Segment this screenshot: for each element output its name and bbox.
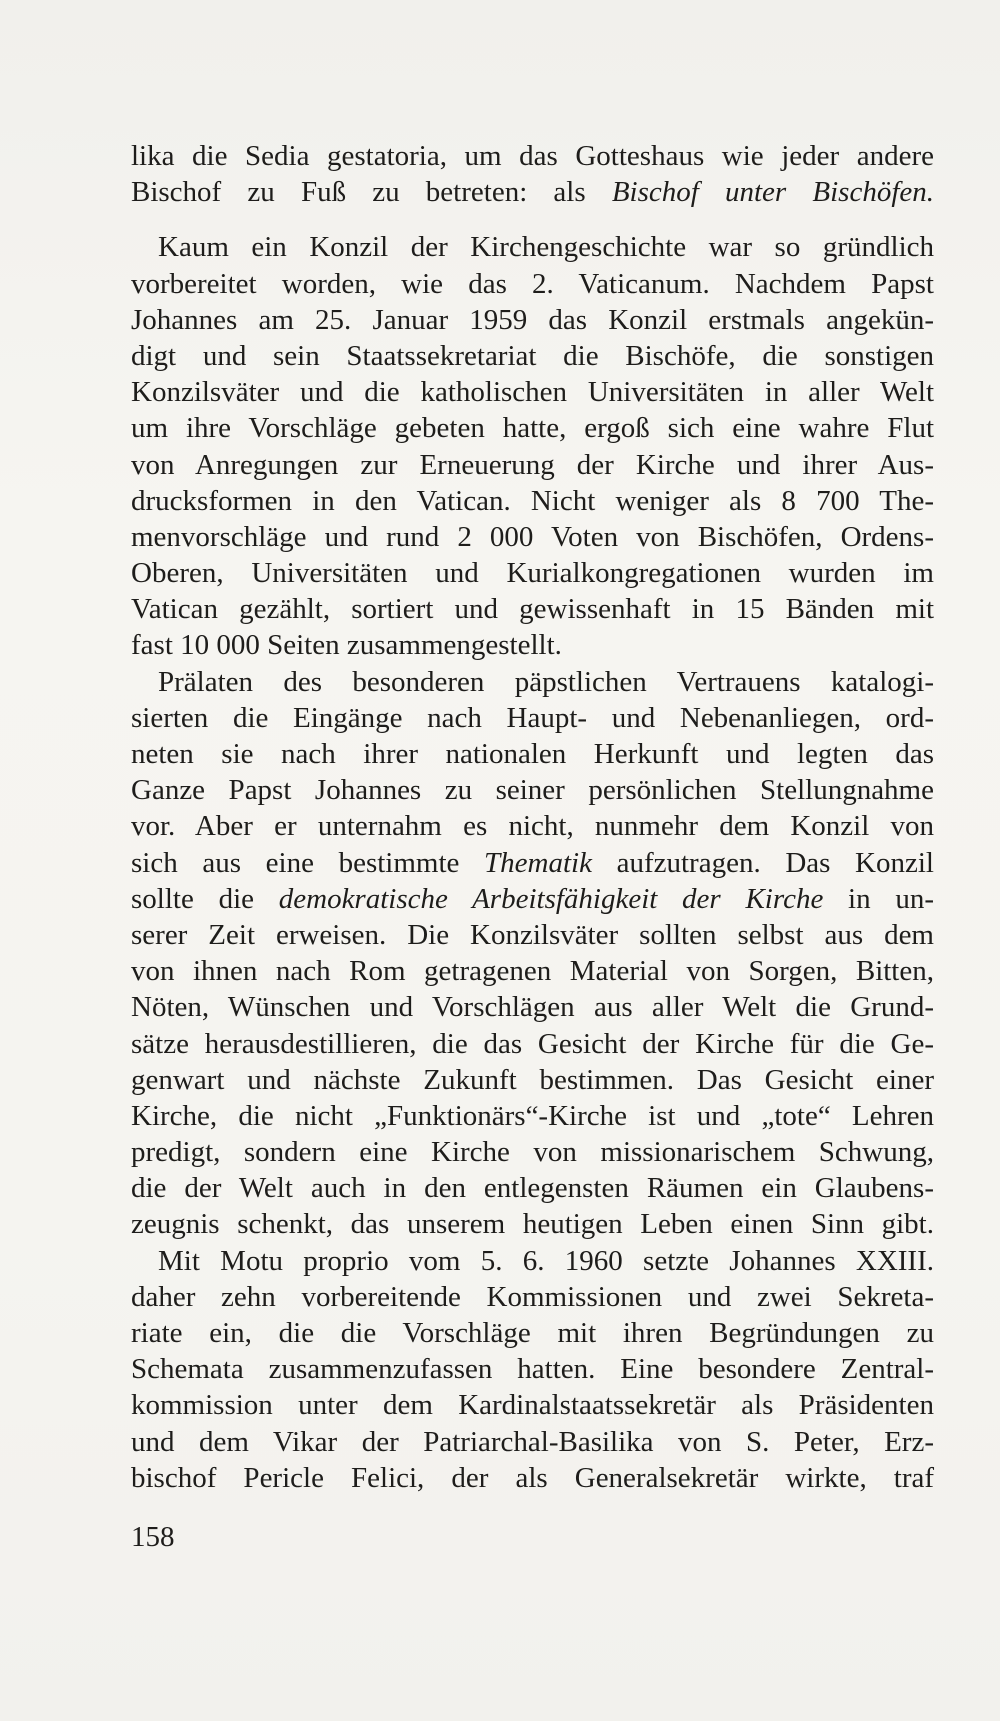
text-run: lika die Sedia gestatoria, um das Gotteshaus wie jeder andere xyxy=(131,140,934,172)
text-line xyxy=(131,845,934,881)
text-run: Oberen, Universitäten und Kurialkongregationen wurden im xyxy=(131,557,934,590)
text-line xyxy=(131,953,934,989)
text-line xyxy=(131,174,934,210)
text-run: vorbereitet worden, wie das 2. Vaticanum. Nachdem Papst xyxy=(131,267,934,300)
text-line xyxy=(131,591,934,627)
text-line xyxy=(131,338,934,374)
text-line xyxy=(131,700,934,736)
text-run: Kaum ein Konzil der Kirchengeschichte war so gründlich xyxy=(158,231,934,264)
text-line xyxy=(131,917,934,953)
text-run: serer Zeit erweisen. Die Konzilsväter sollten selbst aus dem xyxy=(131,918,934,951)
text-line xyxy=(131,1206,934,1242)
text-run: neten sie nach ihrer nationalen Herkunft und legten das xyxy=(131,738,934,770)
text-run: bischof Pericle Felici, der als Generalsekretär wirkte, traf xyxy=(131,1461,934,1494)
text-run: menvorschläge und rund 2 000 Voten von Bischöfen, Ordens- xyxy=(131,520,934,553)
text-line xyxy=(131,374,934,410)
text-run: digt und sein Staatssekretariat die Bischöfe, die sonstigen xyxy=(131,339,934,372)
text-run: um ihre Vorschläge gebeten hatte, ergoß sich eine wahre Flut xyxy=(131,412,934,445)
text-line xyxy=(131,483,934,519)
text-run: von ihnen nach Rom getragenen Material von Sorgen, Bitten, xyxy=(131,955,934,988)
text-run: sollte die xyxy=(131,882,279,915)
text-run: Konzilsväter und die katholischen Universitäten in aller Welt xyxy=(131,376,934,409)
text-run: vor. Aber er unternahm es nicht, nunmehr dem Konzil von xyxy=(131,810,934,843)
text-run: und dem Vikar der Patriarchal-Basilika von S. Peter, Erz- xyxy=(131,1425,934,1458)
text-run: Kirche, die nicht „Funktionärs“-Kirche ist und „tote“ Lehren xyxy=(131,1099,934,1132)
paragraph xyxy=(131,1243,934,1496)
text-line xyxy=(131,1460,934,1496)
text-line xyxy=(131,1026,934,1062)
text-line xyxy=(131,1351,934,1387)
text-line xyxy=(131,627,934,663)
text-line xyxy=(131,736,934,772)
paragraph-gap xyxy=(131,210,934,229)
text-line xyxy=(131,664,934,700)
text-line xyxy=(131,229,934,265)
text-line xyxy=(131,1098,934,1134)
text-run: Ganze Papst Johannes zu seiner persönlichen Stellungnahme xyxy=(131,774,934,807)
text-line xyxy=(131,1387,934,1423)
text-run: zeugnis schenkt, das unserem heutigen Leben einen Sinn gibt. xyxy=(131,1208,934,1241)
text-run: die der Welt auch in den entlegensten Räumen ein Glaubens- xyxy=(131,1172,934,1205)
text-line xyxy=(131,1424,934,1460)
text-run: Johannes am 25. Januar 1959 das Konzil erstmals angekün- xyxy=(131,303,934,336)
text-run: Vatican gezählt, sortiert und gewissenhaft in 15 Bänden mit xyxy=(131,593,934,626)
text-run: kommission unter dem Kardinalstaatssekretär als Präsidenten xyxy=(131,1389,934,1422)
text-run: genwart und nächste Zukunft bestimmen. Das Gesicht einer xyxy=(131,1063,934,1096)
text-line xyxy=(131,1315,934,1351)
text-run: predigt, sondern eine Kirche von missionarischem Schwung, xyxy=(131,1136,934,1169)
text-line xyxy=(131,1243,934,1279)
italic-emphasis: Bischof unter Bischöfen. xyxy=(611,176,934,209)
paragraph xyxy=(131,138,934,210)
text-run: sich aus eine bestimmte xyxy=(131,846,485,879)
paragraph xyxy=(131,664,934,1243)
text-line xyxy=(131,1170,934,1206)
text-line xyxy=(131,266,934,302)
text-run: sätze herausdestillieren, die das Gesicht der Kirche für die Ge- xyxy=(131,1027,934,1060)
text-run: in un- xyxy=(823,882,935,915)
text-run: daher zehn vorbereitende Kommissionen und zwei Sekreta- xyxy=(131,1280,934,1313)
text-run: sierten die Eingänge nach Haupt- und Nebenanliegen, ord- xyxy=(131,701,934,734)
text-line xyxy=(131,1062,934,1098)
text-run: Schemata zusammenzufassen hatten. Eine besondere Zentral- xyxy=(131,1353,934,1386)
text-run: aufzutragen. Das Konzil xyxy=(591,846,934,879)
text-line xyxy=(131,519,934,555)
text-run: drucksformen in den Vatican. Nicht weniger als 8 700 The- xyxy=(131,484,934,517)
text-line xyxy=(131,1279,934,1315)
text-column xyxy=(131,138,934,1496)
text-run: Nöten, Wünschen und Vorschlägen aus aller Welt die Grund- xyxy=(131,991,934,1024)
text-line xyxy=(131,138,934,174)
text-line xyxy=(131,808,934,844)
text-line xyxy=(131,555,934,591)
italic-emphasis: demokratische Arbeitsfähigkeit der Kirche xyxy=(278,882,824,915)
text-run: riate ein, die die Vorschläge mit ihren Begründungen zu xyxy=(131,1317,934,1349)
page-number: 158 xyxy=(131,1521,175,1553)
text-run: Mit Motu proprio vom 5. 6. 1960 setzte Johannes XXIII. xyxy=(158,1244,934,1277)
paragraph xyxy=(131,229,934,663)
text-line xyxy=(131,1134,934,1170)
italic-emphasis: Thematik xyxy=(484,846,592,879)
text-run: Bischof zu Fuß zu betreten: als xyxy=(131,176,612,209)
text-line xyxy=(131,447,934,483)
text-run: von Anregungen zur Erneuerung der Kirche und ihrer Aus- xyxy=(131,448,934,481)
text-line xyxy=(131,881,934,917)
text-line xyxy=(131,772,934,808)
text-line xyxy=(131,302,934,338)
text-line xyxy=(131,410,934,446)
text-run: Prälaten des besonderen päpstlichen Vertrauens katalogi- xyxy=(158,665,934,698)
text-line xyxy=(131,989,934,1025)
text-run: fast 10 000 Seiten zusammengestellt. xyxy=(131,629,562,662)
